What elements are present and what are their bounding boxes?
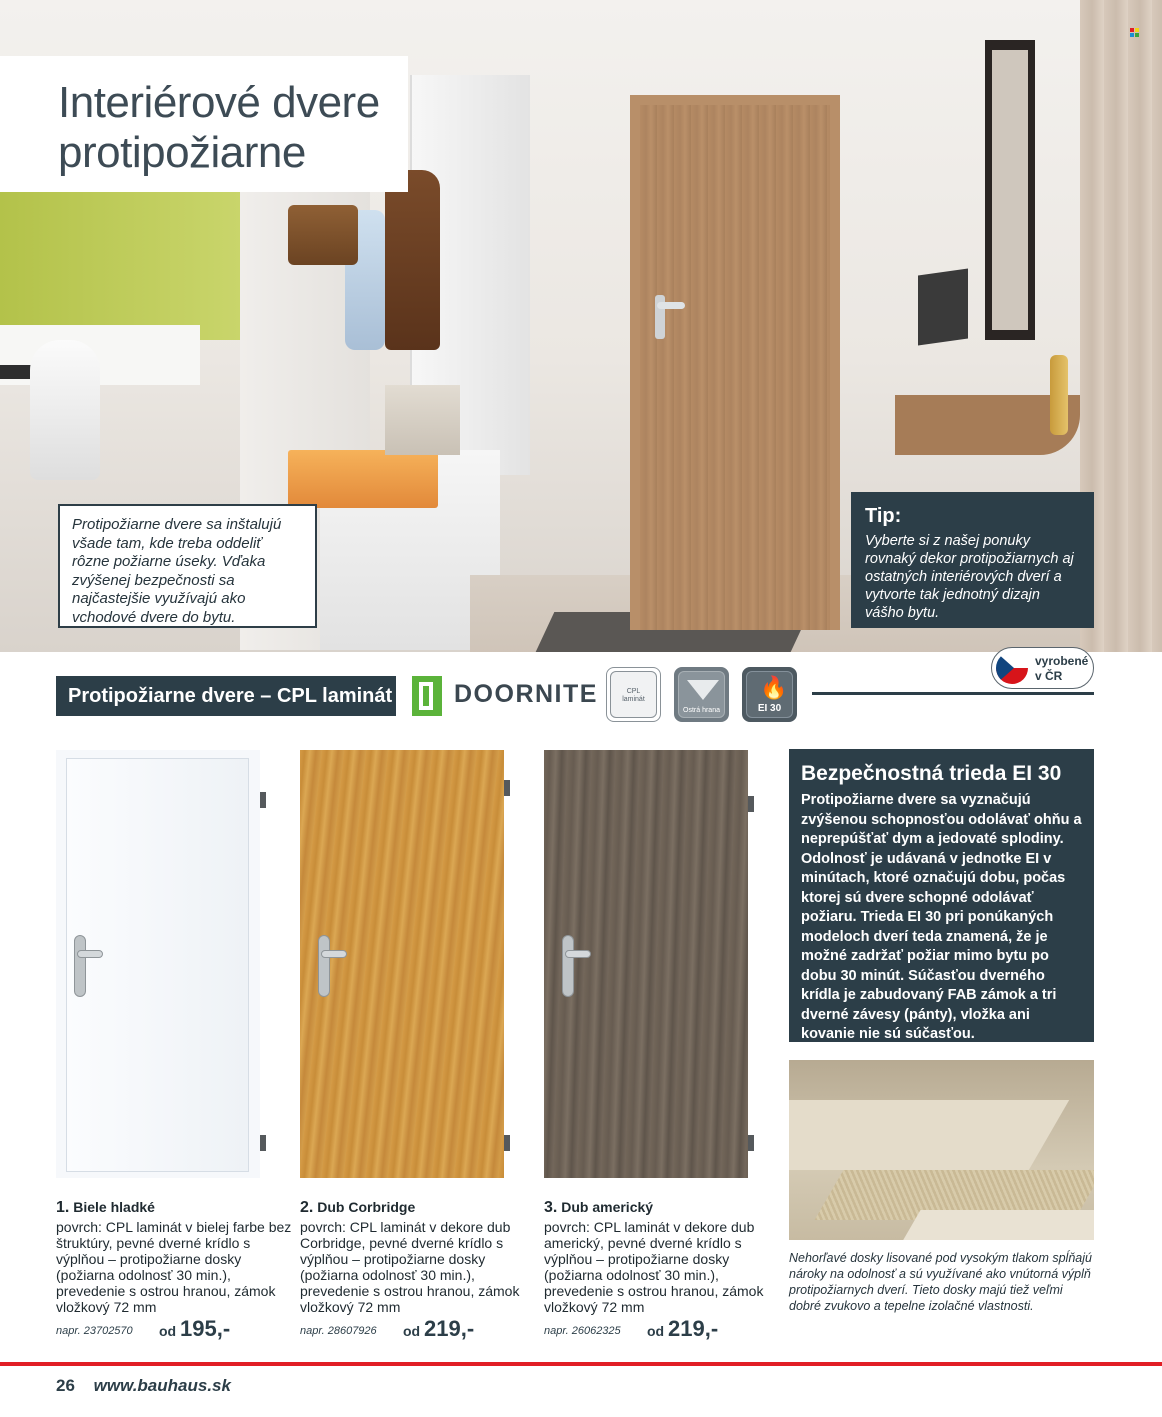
hinge-icon (260, 1135, 266, 1151)
product-1-od: od (159, 1323, 177, 1339)
doornite-logo-icon (412, 676, 442, 716)
product-image-oak-door (300, 750, 504, 1178)
product-2-info (300, 1198, 540, 1315)
product-2-number: 2. (300, 1199, 314, 1216)
security-class-title: Bezpečnostná trieda EI 30 (801, 762, 1062, 785)
product-2-price-row (300, 1318, 530, 1342)
product-2-description: povrch: CPL laminát v dekore dub Corbridge, pevné dverné krídlo s výplňou – protipožiarne dosky (požiarna odolnosť 30 min.), prevedenie s ostrou hranou, zámok vložkový 72 mm (300, 1219, 520, 1315)
hinge-icon (504, 1135, 510, 1151)
door-lever-icon (77, 950, 103, 958)
product-3-description: povrch: CPL laminát v dekore dub americký, pevné dverné krídlo s výplňou – protipožiarne dosky (požiarna odolnosť 30 min.), prevedenie s ostrou hranou, zámok vložkový 72 mm (544, 1219, 764, 1315)
hanging-bag (288, 205, 358, 265)
page-title (0, 56, 408, 192)
website-link[interactable]: www.bauhaus.sk (93, 1376, 231, 1395)
made-in-cz-badge (991, 647, 1094, 689)
fire-rating-badge (742, 667, 797, 722)
tip-title: Tip: (865, 505, 902, 527)
wooden-door (640, 105, 830, 630)
product-3-ref: napr. 26062325 (544, 1325, 621, 1337)
origin-line-1: vyrobené (1035, 654, 1089, 668)
footer-rule (0, 1362, 1162, 1366)
door-lever-icon (321, 950, 347, 958)
product-1-price: 195,- (180, 1316, 231, 1341)
product-2-od: od (403, 1323, 421, 1339)
cpl-badge-label (611, 688, 656, 704)
sharp-edge-badge (674, 667, 729, 722)
page-number: 26 (56, 1376, 75, 1395)
storage-box (288, 450, 438, 508)
door-lever-icon (565, 950, 591, 958)
page-footer (56, 1376, 231, 1396)
product-image-white-door (56, 750, 260, 1178)
door-panel (544, 750, 748, 1178)
intro-note-text: Protipožiarne dvere sa inštalujú všade tam, kde treba oddeliť rôzne požiarne úseky. Vďaka zvýšenej bezpečnosti sa najčastejšie využívajú ako vchodové dvere do bytu. (72, 516, 282, 626)
section-divider (812, 692, 1094, 695)
product-3-price: 219,- (668, 1316, 719, 1341)
edge-badge-label: Ostrá hrana (683, 707, 720, 714)
flame-icon: 🔥 (760, 676, 788, 701)
shopping-bag (385, 385, 460, 455)
fire-badge-label: EI 30 (757, 703, 782, 714)
product-2-name: Dub Corbridge (317, 1199, 416, 1215)
kitchen-backsplash (0, 190, 240, 340)
board-caption: Nehorľavé dosky lisované pod vysokým tlakom spĺňajú nároky na odolnosť a sú využívané ako vnútorná výplň protipožiarnych dverí. Tieto dosky majú tiež veľmi dobré zvukovo a tepelne izolačné vlastnosti. (789, 1251, 1092, 1313)
product-image-american-oak-door (544, 750, 748, 1178)
cpl-badge-inner (610, 671, 657, 718)
product-3-price-row (544, 1318, 774, 1342)
door-panel (66, 758, 249, 1172)
brand-name: DOORNITE (454, 680, 598, 708)
tip-text: Vyberte si z našej ponuky rovnaký dekor protipožiarnych aj ostatných interiérových dverí a vytvorte tak jednotný dizajn vášho bytu. (865, 533, 1074, 621)
product-3-number: 3. (544, 1199, 558, 1216)
product-2-price: 219,- (424, 1316, 475, 1341)
cpl-badge-line2: laminát (622, 696, 645, 703)
product-1-name: Biele hladké (73, 1199, 155, 1215)
hinge-icon (748, 1135, 754, 1151)
origin-line-2: v ČR (1035, 669, 1063, 683)
product-1-price-row (56, 1318, 286, 1342)
board-slab-lower (897, 1210, 1094, 1240)
dining-chair (30, 340, 100, 480)
door-handle-lever (657, 302, 685, 309)
product-2-title (300, 1198, 540, 1217)
title-line-2: protipožiarne (58, 128, 306, 177)
hinge-icon (260, 792, 266, 808)
product-1-number: 1. (56, 1199, 70, 1216)
mirror-glass (992, 50, 1028, 330)
hinge-icon (504, 780, 510, 796)
product-3-od: od (647, 1323, 665, 1339)
laptop (918, 268, 968, 345)
tip-box (851, 492, 1094, 628)
hanging-coat (385, 170, 440, 350)
brand-logo (412, 676, 597, 716)
product-2-ref: napr. 28607926 (300, 1325, 377, 1337)
czech-flag-icon (996, 652, 1028, 684)
board-slab-top (789, 1100, 1069, 1170)
product-3-info (544, 1198, 784, 1315)
door-handle-icon (318, 935, 330, 997)
cpl-laminate-badge (606, 667, 661, 722)
candle-holder (1050, 355, 1068, 435)
section-title: Protipožiarne dvere – CPL laminát (56, 676, 396, 716)
hinge-icon (748, 796, 754, 812)
product-1-ref: napr. 23702570 (56, 1325, 133, 1337)
title-line-1: Interiérové dvere (58, 78, 380, 127)
product-3-name: Dub americký (561, 1199, 654, 1215)
product-1-title (56, 1198, 296, 1217)
cpl-badge-line1: CPL (626, 688, 641, 695)
security-class-box (789, 749, 1094, 1042)
print-color-marks (1130, 28, 1140, 38)
door-handle-icon (562, 935, 574, 997)
product-3-title (544, 1198, 784, 1217)
fireproof-board-image (789, 1060, 1094, 1240)
security-class-text: Protipožiarne dvere sa vyznačujú zvýšenou schopnosťou odolávať ohňu a neprepúšťať dym a jedovaté splodiny. Odolnosť je udávaná v jednotke EI v minútach, ktoré označujú dobu, počas ktorej sú dvere schopné odolávať požiaru. Trieda EI 30 pri ponúkaných modeloch dverí teda znamená, že je možné zadržať požiar mimo bytu po dobu 30 minút. Súčasťou dverného krídla je zabudovaný FAB zámok a tri dverné závesy (pánty), vložka ani kovanie nie sú súčasťou. (801, 792, 1082, 1042)
edge-badge-inner (678, 671, 725, 718)
door-panel (300, 750, 504, 1178)
sharp-edge-icon (687, 680, 719, 700)
product-1-info (56, 1198, 296, 1315)
product-1-description: povrch: CPL laminát v bielej farbe bez štruktúry, pevné dverné krídlo s výplňou – protipožiarne dosky (požiarna odolnosť 30 min.), prevedenie s ostrou hranou, zámok vložkový 72 mm (56, 1219, 292, 1315)
intro-note (58, 504, 317, 628)
origin-text (1035, 654, 1095, 684)
fire-badge-inner (746, 671, 793, 718)
door-handle-icon (74, 935, 86, 997)
